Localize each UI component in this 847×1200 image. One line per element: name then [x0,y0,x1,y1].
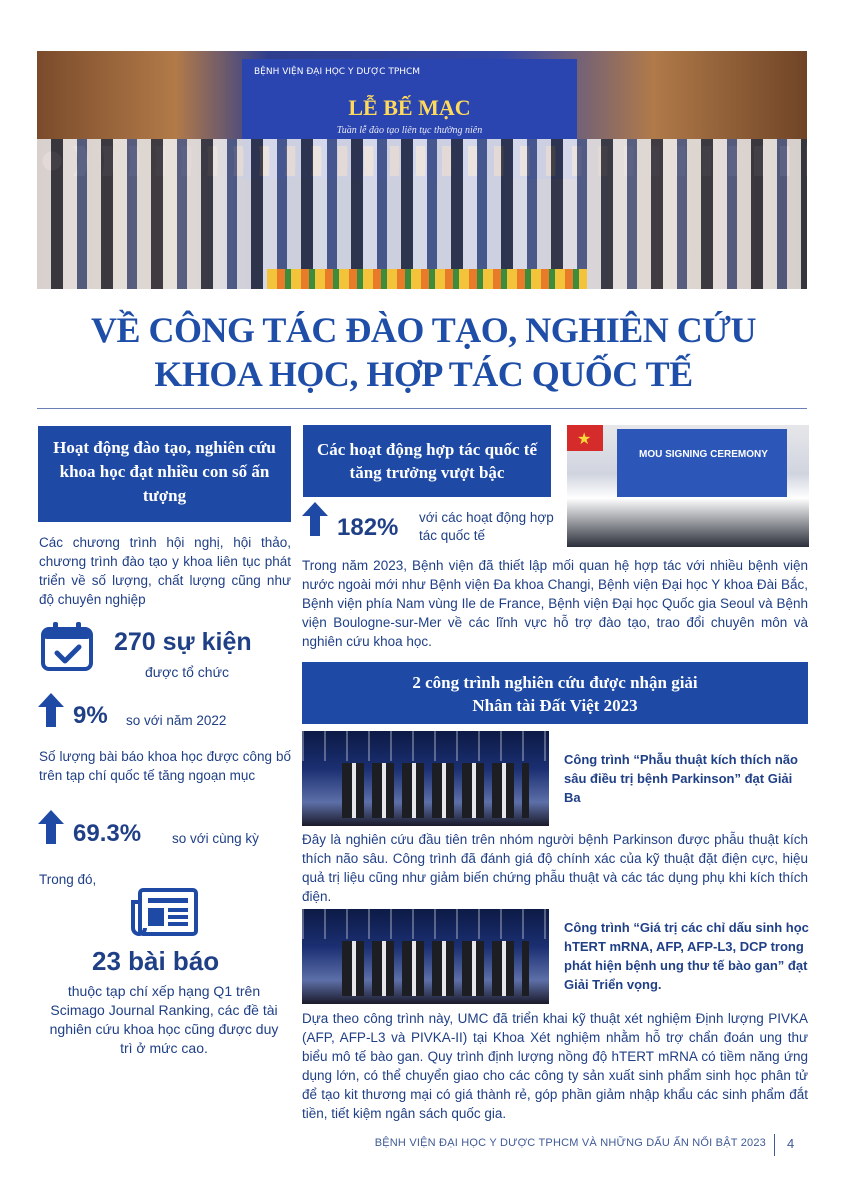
events-caption: được tổ chức [145,664,229,680]
of-which-label: Trong đó, [39,872,97,887]
awards-heading-box [302,662,808,724]
papers-caption: thuộc tạp chí xếp hạng Q1 trên Scimago Journal Ranking, các đề tài nghiên cứu khoa học cũng được duy trì ở mức cao. [49,983,279,1056]
page-title [0,308,847,396]
growth-training-value: 9% [73,702,108,729]
mou-signing-photo [567,425,809,547]
page-title-line1: VỀ CÔNG TÁC ĐÀO TẠO, NGHIÊN CỨU [91,310,756,350]
arrow-up-icon [38,693,64,732]
award2-body: Dựa theo công trình này, UMC đã triển khai kỹ thuật xét nghiệm Định lượng PIVKA (AFP, AFP-L3 và PIVKA-II) tại Khoa Xét nghiệm nhằm hỗ trợ chẩn đoán ung thư biểu mô tế bào gan. Quy trình định lượng nồng độ hTERT mRNA có tiềm năng ứng dụng lớn, có thể chuyển giao cho các công ty sản xuất sinh phẩm sinh học phân tử để tạo kit thương mại có giá thành rẻ, góp phần giảm nhập khẩu các sinh phẩm đắt tiền, tiết kiệm ngân sách quốc gia. [302,1011,808,1121]
cooperation-heading: Các hoạt động hợp tác quốc tế tăng trưởng vượt bậc [316,440,538,482]
page-number: 4 [787,1136,795,1151]
award1-caption: Công trình “Phẫu thuật kích thích não sâu điều trị bệnh Parkinson” đạt Giải Ba [564,752,798,805]
awardees [342,941,529,996]
award-ceremony-photo-2 [302,909,549,1004]
newspaper-icon [130,888,200,938]
arrow-up-icon [302,502,328,541]
stage-screen-title: LỄ BẾ MẠC [348,95,471,120]
flag-star-icon: ★ [577,431,592,448]
award2-caption: Công trình “Giá trị các chỉ dấu sinh học hTERT mRNA, AFP, AFP-L3, DCP trong phát hiện bệnh ung thư tế bào gan” đạt Giải Triển vọng. [564,920,809,992]
stage-screen-subtitle: Tuần lễ đào tạo liên tục thường niên [336,125,483,136]
arrow-up-icon [38,810,64,849]
growth-training-caption: so với năm 2022 [126,713,227,728]
awards-heading-line2: Nhân tài Đất Việt 2023 [472,696,638,715]
training-heading: Hoạt động đào tạo, nghiên cứu khoa học đạt nhiều con số ấn tượng [53,438,276,505]
events-count: 270 sự kiện [114,628,252,656]
growth-papers-caption: so với cùng kỳ [172,831,259,846]
stage-lights [302,909,549,939]
awardees [342,763,529,818]
training-heading-box [38,426,291,522]
training-intro: Các chương trình hội nghị, hội thảo, chương trình đào tạo y khoa liên tục phát triển về số lượng, chất lượng cũng như độ chuyên nghiệp [39,535,291,607]
footer-divider [774,1134,775,1156]
papers-intro: Số lượng bài báo khoa học được công bố trên tạp chí quốc tế tăng ngoạn mục [39,749,291,783]
award1-body: Đây là nghiên cứu đầu tiên trên nhóm người bệnh Parkinson được phẫu thuật kích thích não sâu. Công trình đã đánh giá độ chính xác của kỹ thuật đặt điện cực, hiệu quả trị liệu cũng như giảm biến chứng phẫu thuật và các tác dụng phụ khi kích thích điện. [302,832,808,904]
page-title-line2: KHOA HỌC, HỢP TÁC QUỐC TẾ [154,354,693,394]
growth-papers-value: 69.3% [73,820,142,847]
crowd [37,139,807,289]
mou-banner [617,429,787,497]
mou-banner-text: MOU SIGNING CEREMONY [639,449,768,460]
papers-count: 23 bài báo [92,946,220,976]
award-ceremony-photo-1 [302,731,549,826]
stage-screen-header: BỆNH VIỆN ĐẠI HỌC Y DƯỢC TPHCM [254,67,421,77]
footer-text: BỆNH VIỆN ĐẠI HỌC Y DƯỢC TPHCM VÀ NHỮNG DẤU ẤN NỔI BẬT 2023 [374,1137,766,1149]
calendar-icon [40,620,98,672]
cooperation-heading-box [303,425,551,497]
stage-lights [302,731,549,761]
cooperation-growth-caption: với các hoạt động hợp tác quốc tế [419,510,554,543]
cooperation-growth-value: 182% [337,514,399,541]
flowers [267,269,587,289]
cooperation-body: Trong năm 2023, Bệnh viện đã thiết lập mối quan hệ hợp tác với nhiều bệnh viện nước ngoài mới như Bệnh viện Đa khoa Changi, Bệnh viện Đại học Y khoa Đài Bắc, Bệnh viện phía Nam vùng Ile de France, Bệnh viện Đại học Quốc gia Seoul và Bệnh viện Boulogne-sur-Mer về các lĩnh vực hỗ trợ đào tạo, trao đổi chuyên môn và nghiên cứu khoa học. [302,558,808,649]
title-divider [37,408,807,409]
hero-photo [37,51,807,289]
awards-heading-line1: 2 công trình nghiên cứu được nhận giải [412,673,698,692]
